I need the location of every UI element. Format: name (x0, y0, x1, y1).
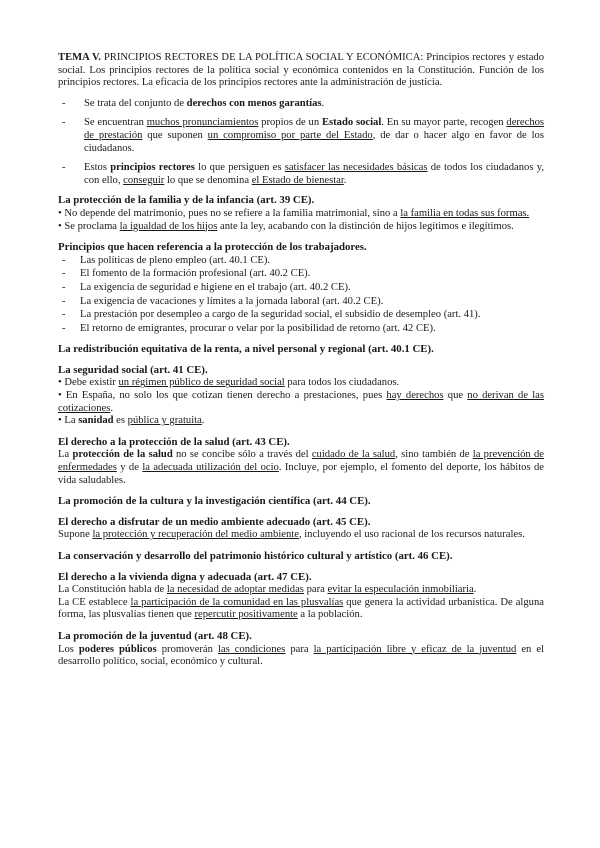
list-item: - La exigencia de seguridad e higiene en el trabajo (art. 40.2 CE). (58, 282, 544, 295)
text: a la población. (297, 609, 363, 621)
text: lo que se denomina (164, 174, 252, 186)
underlined-text: derechos de prestación (84, 117, 545, 141)
text: y de (116, 462, 143, 474)
section-heading: La protección de la familia y de la infancia (art. 39 CE). (58, 194, 315, 207)
text: . Incluye, por ejemplo, el fomento del deporte, los hábitos de vida saludables. (58, 462, 544, 486)
bullet-line (58, 390, 544, 415)
text: que suponen (142, 129, 208, 141)
bold-text: poderes públicos (78, 643, 157, 655)
text: , incluyendo el uso racional de los recursos naturales. (298, 529, 525, 541)
underlined-text: satisfacer las necesidades básicas (284, 162, 428, 174)
underlined-text: la protección y recuperación del medio ambiente (92, 529, 299, 541)
underlined-text: conseguir (123, 174, 165, 186)
intro-text: PRINCIPIOS RECTORES DE LA POLÍTICA SOCIAL Y ECONÓMICA: Principios rectores y estado social. Los principios rectores de la política social y económica contenidos en la Constitución. Función de los principios rectores. La eficacia de los principios rectores ante la administración de justicia. (58, 52, 545, 89)
section-heading: La conservación y desarrollo del patrimonio histórico cultural y artístico (art. 46 CE). (58, 550, 453, 562)
text: es (113, 415, 128, 427)
list-item: - Las políticas de pleno empleo (art. 40.1 CE). (58, 255, 544, 268)
underlined-text: la adecuada utilización del ocio (142, 462, 279, 474)
text: . (473, 584, 477, 596)
section-heading: La promoción de la cultura y la investigación científica (art. 44 CE). (58, 495, 371, 508)
bullet-line (58, 221, 544, 234)
bold-text: principios rectores (110, 162, 195, 174)
underlined-text: la familia en todas sus formas. (400, 207, 530, 219)
text: . En su mayor parte, recogen (381, 117, 507, 129)
text: . (201, 415, 205, 427)
underlined-text: la igualdad de los hijos (119, 220, 218, 232)
text: . (110, 402, 114, 414)
underlined-text: no derivan de las cotizaciones (58, 390, 545, 414)
list-item (58, 117, 544, 155)
underlined-text: pública y gratuita (127, 415, 202, 427)
section-heading: El derecho a la protección de la salud (art. 43 CE). (58, 435, 290, 448)
section-heading: El derecho a disfrutar de un medio ambiente adecuado (art. 45 CE). (58, 515, 371, 528)
text: ante la ley, acabando con la distinción de hijos legítimos e ilegítimos. (217, 220, 514, 232)
paragraph (58, 584, 544, 597)
underlined-text: repercutir positivamente (194, 609, 298, 621)
underlined-text: hay derechos (386, 390, 444, 402)
underlined-text: la participación libre y eficaz de la juventud (313, 643, 517, 655)
list-item: - La prestación por desempleo a cargo de la seguridad social, el subsidio de desempleo (art. 41). (58, 309, 544, 322)
text: para (285, 643, 314, 655)
underlined-text: un régimen público de seguridad social (118, 377, 285, 389)
paragraph (58, 644, 544, 669)
underlined-text: la prevención de enfermedades (58, 449, 544, 474)
bold-text: protección de la salud (72, 449, 173, 461)
workers-list (58, 255, 544, 336)
text: , de dar o hacer algo en favor de los ciudadanos. (84, 129, 544, 154)
text: . (343, 174, 347, 186)
topic-number: TEMA V. (58, 52, 101, 63)
underlined-text: evitar la especulación inmobiliaria (327, 584, 474, 596)
list-item: - El fomento de la formación profesional (art. 40.2 CE). (58, 268, 544, 281)
underlined-text: muchos pronunciamientos (146, 117, 259, 129)
text: que (443, 390, 468, 402)
underlined-text: el Estado de bienestar (251, 174, 344, 186)
text: La CE establece (58, 596, 131, 608)
list-item (58, 162, 544, 187)
section-heading: La redistribución equitativa de la renta, a nivel personal y regional (art. 40.1 CE). (58, 343, 434, 356)
underlined-text: cuidado de la salud (311, 449, 396, 461)
text: • Se proclama (58, 220, 120, 232)
text: de todos los ciudadanos y, con ello, (84, 162, 544, 186)
section-heading: El derecho a la vivienda digna y adecuada (art. 47 CE). (58, 570, 312, 583)
document-page (58, 52, 544, 669)
text: , sino también de (395, 449, 473, 461)
text: Supone (58, 529, 93, 541)
text: para todos los ciudadanos. (284, 377, 400, 389)
bold-text: sanidad (78, 415, 114, 427)
text: que genera la actividad urbanística. De alguna forma, las plusvalías tienen que (58, 596, 544, 621)
list-item: - El retorno de emigrantes, procurar o velar por la posibilidad de retorno (art. 42 CE). (58, 323, 544, 336)
section-heading: Principios que hacen referencia a la protección de los trabajadores. (58, 241, 367, 254)
text: • En España, no solo los que cotizan tienen derecho a prestaciones, pues (58, 390, 387, 402)
bullet-line (58, 415, 544, 428)
text: • Debe existir (58, 377, 119, 389)
intro-paragraph (58, 52, 544, 90)
text: . (321, 97, 325, 109)
text: lo que persiguen es (194, 162, 285, 174)
text: • No depende del matrimonio, pues no se refiere a la familia matrimonial, sino a (58, 207, 401, 219)
paragraph (58, 449, 544, 487)
underlined-text: la participación de la comunidad en las plusvalías (130, 596, 344, 608)
bullet-line (58, 208, 544, 221)
list-item: - La exigencia de vacaciones y límites a la jornada laboral (art. 40.2 CE). (58, 296, 544, 309)
text: propios de un (258, 117, 322, 129)
underlined-text: las condiciones (217, 643, 286, 655)
underlined-text: un compromiso por parte del Estado (207, 129, 373, 141)
bullet-line (58, 377, 544, 390)
paragraph (58, 529, 544, 542)
section-heading: La promoción de la juventud (art. 48 CE). (58, 629, 252, 642)
section-heading: La seguridad social (art. 41 CE). (58, 363, 208, 376)
paragraph (58, 597, 544, 622)
bold-text: derechos con menos garantías (186, 97, 322, 109)
text: La (58, 449, 73, 461)
text: en el desarrollo político, social, económico y cultural. (58, 643, 545, 668)
bold-text: Estado social (321, 117, 382, 129)
text: no se concibe sólo a través del (172, 449, 312, 461)
text: • La (58, 415, 79, 427)
text: Los (58, 643, 79, 655)
text: promoverán (156, 643, 218, 655)
text: Se trata del conjunto de (84, 97, 187, 109)
principles-list (58, 98, 544, 188)
text: Se encuentran (84, 117, 147, 129)
underlined-text: la necesidad de adoptar medidas (166, 584, 304, 596)
text: Estos (84, 162, 111, 174)
list-item (58, 98, 544, 111)
text: La Constitución habla de (58, 584, 167, 596)
text: para (303, 584, 328, 596)
